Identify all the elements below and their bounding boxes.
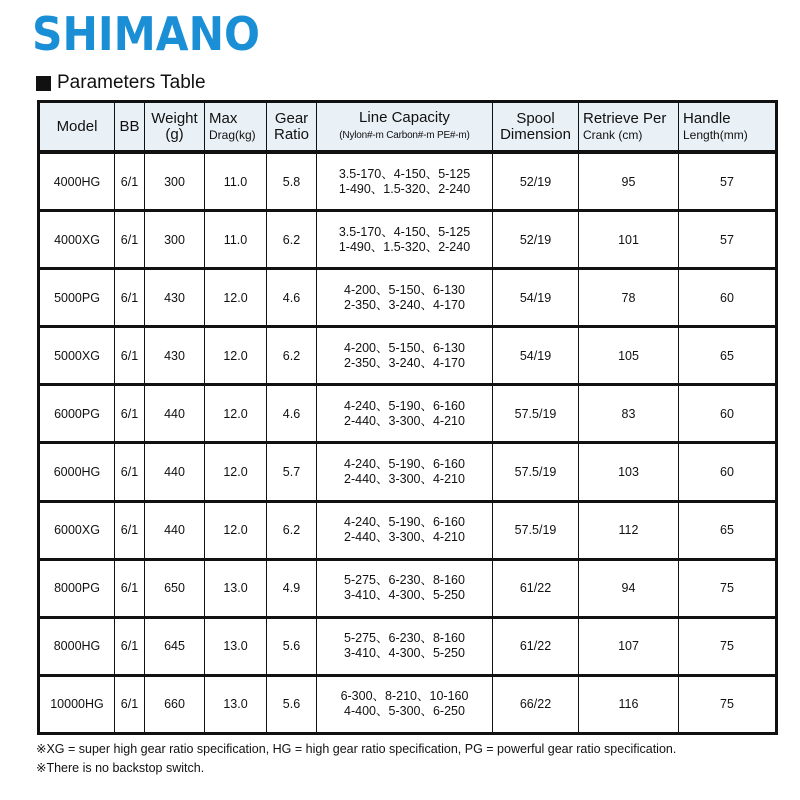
cell-model: 4000XG xyxy=(39,211,115,269)
cell-model: 5000XG xyxy=(39,327,115,385)
cell-weight: 650 xyxy=(145,559,205,617)
line-capacity-line-2: 1-490、1.5-320、2-240 xyxy=(338,239,471,254)
cell-drag: 12.0 xyxy=(205,443,267,501)
header-gear-ratio: Gear Ratio xyxy=(267,102,317,153)
cell-line-capacity xyxy=(317,327,493,385)
cell-spool: 57.5/19 xyxy=(493,385,579,443)
header-max-drag: Max Drag(kg) xyxy=(205,102,267,153)
cell-spool: 61/22 xyxy=(493,559,579,617)
cell-handle: 60 xyxy=(679,443,777,501)
line-capacity-line-1: 4-240、5-190、6-160 xyxy=(344,457,465,472)
header-weight: Weight (g) xyxy=(145,102,205,153)
line-capacity-line-1: 3.5-170、4-150、5-125 xyxy=(338,224,471,239)
line-capacity-line-2: 2-440、3-300、4-210 xyxy=(344,413,465,428)
table-row xyxy=(39,269,777,327)
cell-line-capacity xyxy=(317,675,493,733)
table-row xyxy=(39,443,777,501)
cell-model: 6000XG xyxy=(39,501,115,559)
shimano-logo-text: SHIMANO xyxy=(32,7,260,56)
header-retrieve-per-crank: Retrieve Per Crank (cm) xyxy=(579,102,679,153)
cell-line-capacity xyxy=(317,617,493,675)
cell-retrieve: 95 xyxy=(579,152,679,211)
cell-line-capacity xyxy=(317,559,493,617)
cell-handle: 75 xyxy=(679,617,777,675)
cell-bb: 6/1 xyxy=(115,211,145,269)
section-title-text: Parameters Table xyxy=(57,72,206,93)
cell-ratio: 5.8 xyxy=(267,152,317,211)
cell-bb: 6/1 xyxy=(115,385,145,443)
cell-line-capacity xyxy=(317,385,493,443)
cell-weight: 660 xyxy=(145,675,205,733)
cell-drag: 12.0 xyxy=(205,385,267,443)
cell-weight: 430 xyxy=(145,269,205,327)
line-capacity-line-2: 3-410、4-300、5-250 xyxy=(344,646,465,661)
cell-drag: 11.0 xyxy=(205,211,267,269)
cell-ratio: 6.2 xyxy=(267,211,317,269)
line-capacity-line-2: 2-440、3-300、4-210 xyxy=(344,472,465,487)
table-row xyxy=(39,501,777,559)
line-capacity-line-2: 4-400、5-300、6-250 xyxy=(344,704,465,719)
cell-spool: 57.5/19 xyxy=(493,501,579,559)
cell-ratio: 5.7 xyxy=(267,443,317,501)
line-capacity-line-1: 4-240、5-190、6-160 xyxy=(344,398,465,413)
header-line-capacity: Line Capacity (Nylon#-m Carbon#-m PE#-m) xyxy=(317,102,493,153)
line-capacity-line-1: 5-275、6-230、8-160 xyxy=(344,631,465,646)
cell-line-capacity xyxy=(317,152,493,211)
cell-line-capacity xyxy=(317,501,493,559)
cell-weight: 645 xyxy=(145,617,205,675)
footnote-backstop: ※There is no backstop switch. xyxy=(36,761,205,775)
cell-handle: 65 xyxy=(679,501,777,559)
cell-line-capacity xyxy=(317,211,493,269)
cell-retrieve: 112 xyxy=(579,501,679,559)
table-body xyxy=(39,152,777,734)
cell-bb: 6/1 xyxy=(115,152,145,211)
cell-spool: 52/19 xyxy=(493,211,579,269)
cell-weight: 440 xyxy=(145,385,205,443)
header-handle-length: Handle Length(mm) xyxy=(679,102,777,153)
table-row xyxy=(39,152,777,211)
cell-handle: 60 xyxy=(679,385,777,443)
cell-handle: 75 xyxy=(679,675,777,733)
cell-retrieve: 107 xyxy=(579,617,679,675)
cell-handle: 57 xyxy=(679,211,777,269)
line-capacity-line-2: 1-490、1.5-320、2-240 xyxy=(338,181,471,196)
cell-weight: 300 xyxy=(145,152,205,211)
cell-ratio: 5.6 xyxy=(267,675,317,733)
line-capacity-line-2: 2-350、3-240、4-170 xyxy=(344,355,465,370)
cell-drag: 13.0 xyxy=(205,559,267,617)
table-header-row xyxy=(39,102,777,153)
line-capacity-line-1: 4-240、5-190、6-160 xyxy=(344,515,465,530)
table-row xyxy=(39,327,777,385)
cell-model: 6000HG xyxy=(39,443,115,501)
cell-weight: 440 xyxy=(145,443,205,501)
cell-weight: 430 xyxy=(145,327,205,385)
cell-spool: 54/19 xyxy=(493,269,579,327)
table-row xyxy=(39,385,777,443)
cell-drag: 12.0 xyxy=(205,269,267,327)
cell-retrieve: 101 xyxy=(579,211,679,269)
line-capacity-line-2: 2-350、3-240、4-170 xyxy=(344,297,465,312)
cell-bb: 6/1 xyxy=(115,443,145,501)
cell-spool: 52/19 xyxy=(493,152,579,211)
cell-spool: 66/22 xyxy=(493,675,579,733)
line-capacity-line-1: 3.5-170、4-150、5-125 xyxy=(338,166,471,181)
cell-ratio: 4.6 xyxy=(267,269,317,327)
cell-bb: 6/1 xyxy=(115,501,145,559)
cell-drag: 12.0 xyxy=(205,327,267,385)
cell-model: 6000PG xyxy=(39,385,115,443)
cell-handle: 60 xyxy=(679,269,777,327)
cell-retrieve: 105 xyxy=(579,327,679,385)
cell-model: 8000HG xyxy=(39,617,115,675)
line-capacity-line-1: 4-200、5-150、6-130 xyxy=(344,340,465,355)
parameters-table xyxy=(37,100,778,735)
cell-weight: 300 xyxy=(145,211,205,269)
cell-bb: 6/1 xyxy=(115,617,145,675)
cell-spool: 61/22 xyxy=(493,617,579,675)
cell-model: 8000PG xyxy=(39,559,115,617)
line-capacity-line-1: 4-200、5-150、6-130 xyxy=(344,282,465,297)
cell-ratio: 4.6 xyxy=(267,385,317,443)
cell-ratio: 5.6 xyxy=(267,617,317,675)
cell-retrieve: 116 xyxy=(579,675,679,733)
cell-bb: 6/1 xyxy=(115,675,145,733)
header-model: Model xyxy=(39,102,115,153)
cell-bb: 6/1 xyxy=(115,327,145,385)
table-row xyxy=(39,211,777,269)
cell-spool: 57.5/19 xyxy=(493,443,579,501)
cell-line-capacity xyxy=(317,443,493,501)
cell-handle: 75 xyxy=(679,559,777,617)
footnotes xyxy=(36,740,676,778)
black-square-icon xyxy=(36,76,51,91)
section-title xyxy=(36,72,206,94)
cell-ratio: 4.9 xyxy=(267,559,317,617)
line-capacity-line-2: 2-440、3-300、4-210 xyxy=(344,530,465,545)
cell-retrieve: 103 xyxy=(579,443,679,501)
line-capacity-line-1: 6-300、8-210、10-160 xyxy=(340,689,469,704)
cell-drag: 12.0 xyxy=(205,501,267,559)
cell-drag: 13.0 xyxy=(205,617,267,675)
cell-ratio: 6.2 xyxy=(267,327,317,385)
cell-handle: 65 xyxy=(679,327,777,385)
cell-retrieve: 94 xyxy=(579,559,679,617)
cell-model: 5000PG xyxy=(39,269,115,327)
line-capacity-line-1: 5-275、6-230、8-160 xyxy=(344,573,465,588)
cell-ratio: 6.2 xyxy=(267,501,317,559)
cell-drag: 11.0 xyxy=(205,152,267,211)
table-row xyxy=(39,617,777,675)
cell-model: 4000HG xyxy=(39,152,115,211)
header-spool-dimension: Spool Dimension xyxy=(493,102,579,153)
cell-drag: 13.0 xyxy=(205,675,267,733)
cell-retrieve: 83 xyxy=(579,385,679,443)
line-capacity-line-2: 3-410、4-300、5-250 xyxy=(344,588,465,603)
cell-retrieve: 78 xyxy=(579,269,679,327)
shimano-logo xyxy=(30,6,262,56)
footnote-gear-spec: ※XG = super high gear ratio specification, HG = high gear ratio specification, PG = powerful gear ratio specification. xyxy=(36,742,677,756)
cell-model: 10000HG xyxy=(39,675,115,733)
header-bb: BB xyxy=(115,102,145,153)
cell-handle: 57 xyxy=(679,152,777,211)
table-row xyxy=(39,675,777,733)
table-row xyxy=(39,559,777,617)
cell-line-capacity xyxy=(317,269,493,327)
cell-spool: 54/19 xyxy=(493,327,579,385)
cell-bb: 6/1 xyxy=(115,559,145,617)
cell-bb: 6/1 xyxy=(115,269,145,327)
cell-weight: 440 xyxy=(145,501,205,559)
